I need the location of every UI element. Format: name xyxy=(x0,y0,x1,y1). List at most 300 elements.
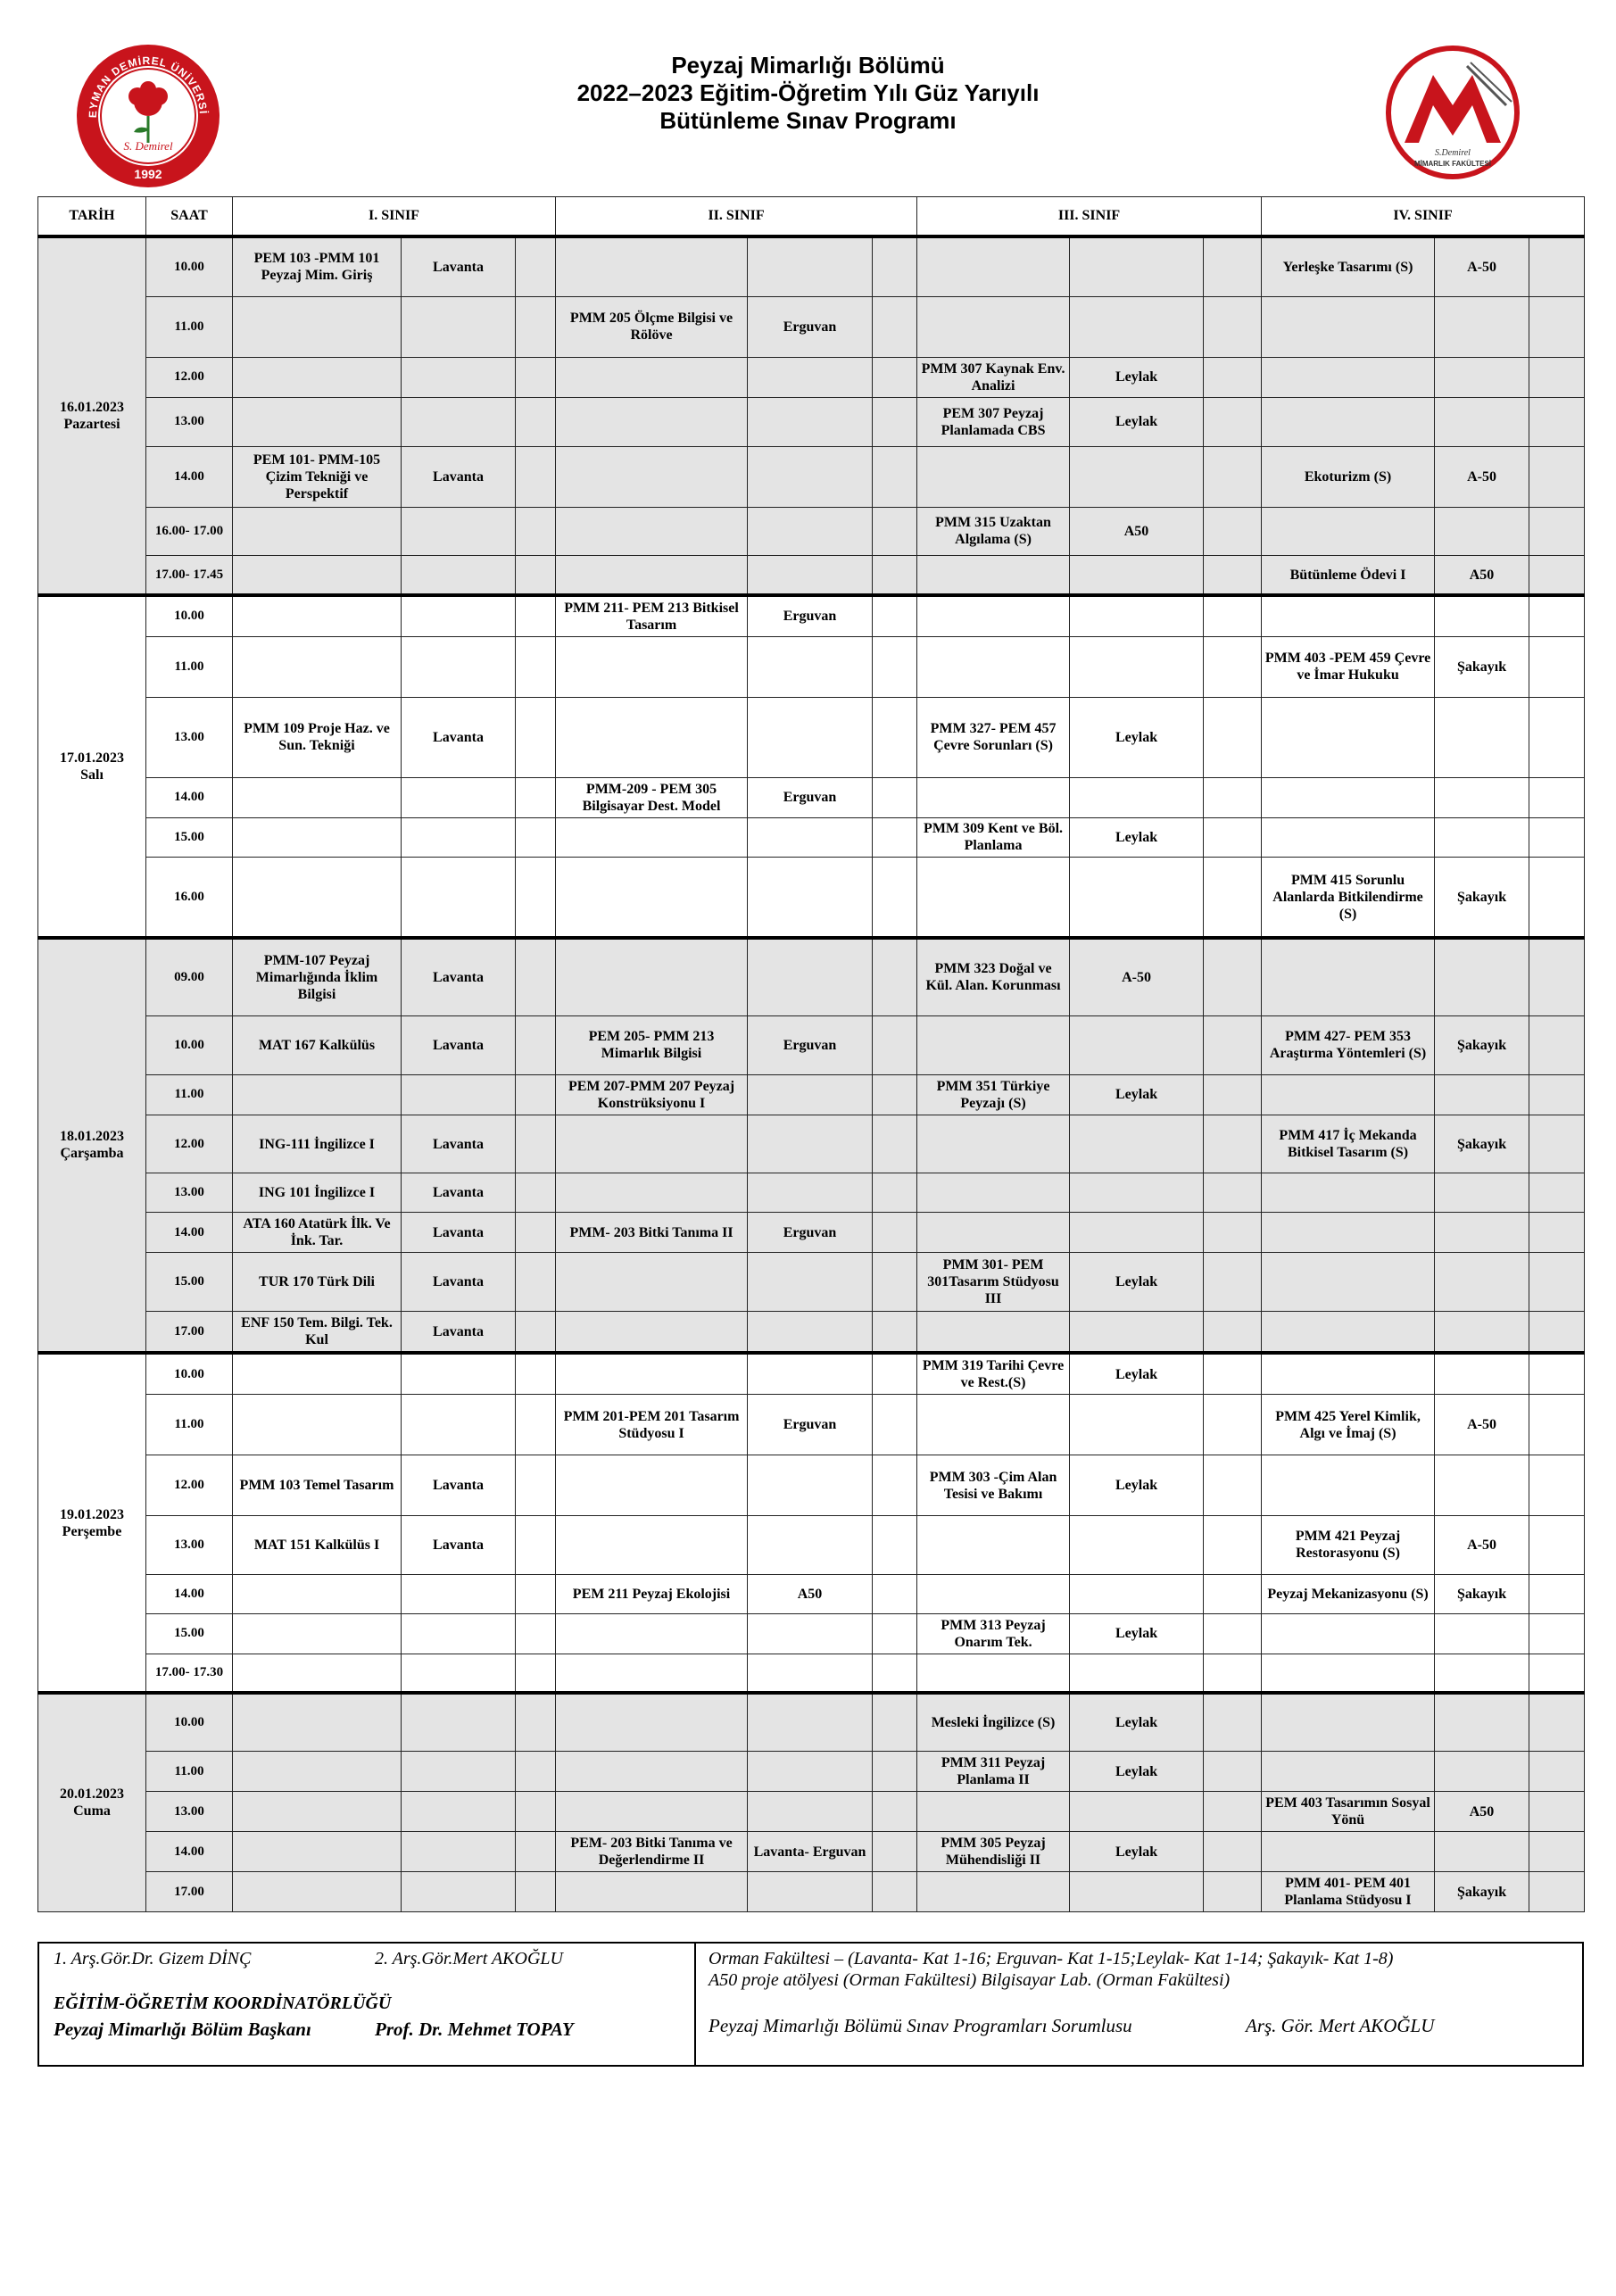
course-cell-class-2 xyxy=(556,1173,748,1213)
room-cell-class-1 xyxy=(402,1693,516,1752)
course-cell-class-1 xyxy=(233,397,402,446)
room-cell-class-2 xyxy=(748,1654,873,1693)
room-cell-class-2: Erguvan xyxy=(748,1395,873,1455)
course-cell-class-4 xyxy=(1262,817,1435,858)
course-cell-class-1: MAT 167 Kalkülüs xyxy=(233,1016,402,1075)
extra-cell-class-1 xyxy=(516,1455,556,1516)
course-cell-class-3: PMM 315 Uzaktan Algılama (S) xyxy=(917,507,1070,556)
room-cell-class-1 xyxy=(402,1574,516,1613)
time-cell: 17.00- 17.45 xyxy=(146,556,233,595)
table-row xyxy=(38,1395,1585,1455)
room-cell-class-4 xyxy=(1435,1832,1529,1872)
room-cell-class-1 xyxy=(402,1752,516,1792)
room-cell-class-1 xyxy=(402,1792,516,1832)
room-cell-class-3 xyxy=(1070,777,1204,817)
extra-cell-class-3 xyxy=(1204,1574,1262,1613)
course-cell-class-3 xyxy=(917,858,1070,938)
course-cell-class-4 xyxy=(1262,1353,1435,1395)
extra-cell-class-4 xyxy=(1529,777,1585,817)
course-cell-class-3 xyxy=(917,1395,1070,1455)
time-cell: 12.00 xyxy=(146,357,233,397)
extra-cell-class-1 xyxy=(516,1516,556,1575)
extra-cell-class-4 xyxy=(1529,1516,1585,1575)
course-cell-class-1: PEM 103 -PMM 101 Peyzaj Mim. Giriş xyxy=(233,236,402,297)
room-cell-class-4: Şakayık xyxy=(1435,858,1529,938)
room-cell-class-4 xyxy=(1435,1455,1529,1516)
room-cell-class-3: Leylak xyxy=(1070,397,1204,446)
day-date: 16.01.2023 xyxy=(60,399,124,415)
course-cell-class-2 xyxy=(556,1872,748,1912)
extra-cell-class-2 xyxy=(873,1516,917,1575)
course-cell-class-2 xyxy=(556,817,748,858)
extra-cell-class-2 xyxy=(873,1395,917,1455)
room-cell-class-2 xyxy=(748,1455,873,1516)
day-name: Çarşamba xyxy=(60,1146,124,1162)
room-cell-class-1: Lavanta xyxy=(402,1253,516,1312)
day-cell xyxy=(38,1693,146,1912)
extra-cell-class-4 xyxy=(1529,1353,1585,1395)
course-cell-class-4 xyxy=(1262,357,1435,397)
course-cell-class-1 xyxy=(233,777,402,817)
room-cell-class-3 xyxy=(1070,595,1204,637)
room-cell-class-4 xyxy=(1435,938,1529,1016)
course-cell-class-1 xyxy=(233,1872,402,1912)
table-row xyxy=(38,1074,1585,1115)
room-cell-class-2 xyxy=(748,507,873,556)
extra-cell-class-4 xyxy=(1529,1115,1585,1173)
room-cell-class-4 xyxy=(1435,1353,1529,1395)
course-cell-class-1: ATA 160 Atatürk İlk. Ve İnk. Tar. xyxy=(233,1213,402,1253)
time-cell: 17.00- 17.30 xyxy=(146,1654,233,1693)
extra-cell-class-2 xyxy=(873,1693,917,1752)
time-cell: 10.00 xyxy=(146,1016,233,1075)
svg-text:SÜLEYMAN DEMİREL ÜNİVERSİTESİ: EYMAN DEMİREL ÜNİVERSİ xyxy=(86,54,211,119)
room-cell-class-4 xyxy=(1435,697,1529,777)
extra-cell-class-3 xyxy=(1204,236,1262,297)
course-cell-class-4: PMM 427- PEM 353 Araştırma Yöntemleri (S) xyxy=(1262,1016,1435,1075)
extra-cell-class-3 xyxy=(1204,595,1262,637)
room-cell-class-4 xyxy=(1435,1311,1529,1353)
course-cell-class-1 xyxy=(233,817,402,858)
extra-cell-class-2 xyxy=(873,1832,917,1872)
extra-cell-class-3 xyxy=(1204,1613,1262,1654)
extra-cell-class-1 xyxy=(516,1872,556,1912)
day-cell xyxy=(38,1353,146,1693)
course-cell-class-1 xyxy=(233,595,402,637)
day-name: Pazartesi xyxy=(63,416,120,432)
extra-cell-class-2 xyxy=(873,1752,917,1792)
room-cell-class-2: Lavanta- Erguvan xyxy=(748,1832,873,1872)
course-cell-class-3 xyxy=(917,1792,1070,1832)
table-row xyxy=(38,446,1585,507)
extra-cell-class-4 xyxy=(1529,938,1585,1016)
room-cell-class-3: Leylak xyxy=(1070,1253,1204,1312)
course-cell-class-4 xyxy=(1262,1213,1435,1253)
course-cell-class-4 xyxy=(1262,1752,1435,1792)
course-cell-class-3: PMM 323 Doğal ve Kül. Alan. Korunması xyxy=(917,938,1070,1016)
room-cell-class-3 xyxy=(1070,1311,1204,1353)
course-cell-class-3 xyxy=(917,1516,1070,1575)
extra-cell-class-4 xyxy=(1529,1016,1585,1075)
course-cell-class-4 xyxy=(1262,777,1435,817)
table-row xyxy=(38,1516,1585,1575)
extra-cell-class-1 xyxy=(516,1353,556,1395)
room-cell-class-4: A-50 xyxy=(1435,1395,1529,1455)
time-cell: 17.00 xyxy=(146,1311,233,1353)
room-cell-class-3 xyxy=(1070,1016,1204,1075)
course-cell-class-4: PMM 421 Peyzaj Restorasyonu (S) xyxy=(1262,1516,1435,1575)
course-cell-class-3: PMM 307 Kaynak Env. Analizi xyxy=(917,357,1070,397)
extra-cell-class-3 xyxy=(1204,1693,1262,1752)
room-cell-class-4 xyxy=(1435,1693,1529,1752)
course-cell-class-1 xyxy=(233,357,402,397)
extra-cell-class-3 xyxy=(1204,1752,1262,1792)
course-cell-class-2 xyxy=(556,697,748,777)
extra-cell-class-2 xyxy=(873,817,917,858)
room-cell-class-4: A-50 xyxy=(1435,1516,1529,1575)
course-cell-class-1 xyxy=(233,296,402,357)
extra-cell-class-1 xyxy=(516,1574,556,1613)
course-cell-class-2: PEM 205- PMM 213 Mimarlık Bilgisi xyxy=(556,1016,748,1075)
extra-cell-class-2 xyxy=(873,1173,917,1213)
time-cell: 10.00 xyxy=(146,1693,233,1752)
room-cell-class-1 xyxy=(402,556,516,595)
extra-cell-class-2 xyxy=(873,595,917,637)
time-cell: 10.00 xyxy=(146,1353,233,1395)
room-cell-class-4 xyxy=(1435,1752,1529,1792)
day-date: 20.01.2023 xyxy=(60,1786,124,1803)
extra-cell-class-3 xyxy=(1204,1173,1262,1213)
course-cell-class-2 xyxy=(556,1792,748,1832)
room-cell-class-1 xyxy=(402,777,516,817)
room-cell-class-1 xyxy=(402,357,516,397)
extra-cell-class-2 xyxy=(873,1613,917,1654)
extra-cell-class-4 xyxy=(1529,446,1585,507)
course-cell-class-2 xyxy=(556,446,748,507)
table-row xyxy=(38,1872,1585,1912)
course-cell-class-3 xyxy=(917,595,1070,637)
room-cell-class-2 xyxy=(748,397,873,446)
room-cell-class-2 xyxy=(748,636,873,697)
extra-cell-class-4 xyxy=(1529,636,1585,697)
extra-cell-class-4 xyxy=(1529,817,1585,858)
course-cell-class-4 xyxy=(1262,1311,1435,1353)
extra-cell-class-3 xyxy=(1204,1516,1262,1575)
time-cell: 15.00 xyxy=(146,817,233,858)
course-cell-class-4 xyxy=(1262,1455,1435,1516)
day-name: Cuma xyxy=(73,1803,111,1819)
course-cell-class-1: PMM 109 Proje Haz. ve Sun. Tekniği xyxy=(233,697,402,777)
extra-cell-class-2 xyxy=(873,697,917,777)
course-cell-class-1 xyxy=(233,1353,402,1395)
course-cell-class-1 xyxy=(233,556,402,595)
time-cell: 13.00 xyxy=(146,397,233,446)
extra-cell-class-4 xyxy=(1529,1654,1585,1693)
course-cell-class-3: PMM 351 Türkiye Peyzajı (S) xyxy=(917,1074,1070,1115)
table-row xyxy=(38,858,1585,938)
extra-cell-class-2 xyxy=(873,1074,917,1115)
course-cell-class-1 xyxy=(233,858,402,938)
room-cell-class-2 xyxy=(748,357,873,397)
extra-cell-class-3 xyxy=(1204,636,1262,697)
extra-cell-class-1 xyxy=(516,507,556,556)
time-cell: 11.00 xyxy=(146,636,233,697)
svg-text:1992: 1992 xyxy=(134,167,162,181)
room-cell-class-1 xyxy=(402,1654,516,1693)
extra-cell-class-3 xyxy=(1204,1455,1262,1516)
course-cell-class-4: PEM 403 Tasarımın Sosyal Yönü xyxy=(1262,1792,1435,1832)
course-cell-class-4 xyxy=(1262,697,1435,777)
extra-cell-class-1 xyxy=(516,1213,556,1253)
course-cell-class-3: Mesleki İngilizce (S) xyxy=(917,1693,1070,1752)
extra-cell-class-4 xyxy=(1529,507,1585,556)
course-cell-class-4 xyxy=(1262,1693,1435,1752)
extra-cell-class-2 xyxy=(873,1872,917,1912)
course-cell-class-1 xyxy=(233,1654,402,1693)
room-cell-class-3 xyxy=(1070,1395,1204,1455)
room-cell-class-4 xyxy=(1435,1074,1529,1115)
course-cell-class-4: Ekoturizm (S) xyxy=(1262,446,1435,507)
footer-responsible-name: Arş. Gör. Mert AKOĞLU xyxy=(1246,2015,1435,2036)
extra-cell-class-3 xyxy=(1204,1353,1262,1395)
table-row xyxy=(38,1455,1585,1516)
room-cell-class-3 xyxy=(1070,296,1204,357)
room-cell-class-4 xyxy=(1435,397,1529,446)
room-cell-class-4 xyxy=(1435,817,1529,858)
room-cell-class-2 xyxy=(748,1752,873,1792)
table-row xyxy=(38,507,1585,556)
time-cell: 10.00 xyxy=(146,236,233,297)
table-row xyxy=(38,1253,1585,1312)
footer-head-name: Prof. Dr. Mehmet TOPAY xyxy=(375,2018,574,2040)
time-cell: 14.00 xyxy=(146,446,233,507)
course-cell-class-1: PMM 103 Temel Tasarım xyxy=(233,1455,402,1516)
page-title xyxy=(0,52,1616,135)
course-cell-class-2 xyxy=(556,1311,748,1353)
extra-cell-class-3 xyxy=(1204,1213,1262,1253)
room-cell-class-3 xyxy=(1070,1115,1204,1173)
course-cell-class-4 xyxy=(1262,1074,1435,1115)
extra-cell-class-3 xyxy=(1204,446,1262,507)
course-cell-class-4 xyxy=(1262,1173,1435,1213)
exam-schedule-table xyxy=(37,196,1585,1912)
course-cell-class-3: PMM 319 Tarihi Çevre ve Rest.(S) xyxy=(917,1353,1070,1395)
extra-cell-class-2 xyxy=(873,636,917,697)
room-cell-class-4 xyxy=(1435,1613,1529,1654)
extra-cell-class-3 xyxy=(1204,697,1262,777)
room-cell-class-1: Lavanta xyxy=(402,1115,516,1173)
extra-cell-class-1 xyxy=(516,1693,556,1752)
extra-cell-class-3 xyxy=(1204,938,1262,1016)
extra-cell-class-3 xyxy=(1204,1016,1262,1075)
extra-cell-class-3 xyxy=(1204,556,1262,595)
course-cell-class-4 xyxy=(1262,938,1435,1016)
svg-text:S.Demirel: S.Demirel xyxy=(1435,148,1471,158)
course-cell-class-4: PMM 401- PEM 401 Planlama Stüdyosu I xyxy=(1262,1872,1435,1912)
extra-cell-class-2 xyxy=(873,1253,917,1312)
time-cell: 13.00 xyxy=(146,1516,233,1575)
room-cell-class-1 xyxy=(402,817,516,858)
room-cell-class-3: Leylak xyxy=(1070,1074,1204,1115)
room-cell-class-3: A50 xyxy=(1070,507,1204,556)
extra-cell-class-4 xyxy=(1529,595,1585,637)
extra-cell-class-2 xyxy=(873,1115,917,1173)
extra-cell-class-2 xyxy=(873,357,917,397)
course-cell-class-1 xyxy=(233,1395,402,1455)
extra-cell-class-1 xyxy=(516,1792,556,1832)
course-cell-class-2: PMM 205 Ölçme Bilgisi ve Rölöve xyxy=(556,296,748,357)
course-cell-class-2 xyxy=(556,1353,748,1395)
room-cell-class-2 xyxy=(748,1693,873,1752)
extra-cell-class-4 xyxy=(1529,1074,1585,1115)
course-cell-class-4 xyxy=(1262,1613,1435,1654)
table-row xyxy=(38,636,1585,697)
header-class-4: IV. SINIF xyxy=(1262,197,1585,236)
room-cell-class-1 xyxy=(402,1353,516,1395)
table-row xyxy=(38,1353,1585,1395)
course-cell-class-2 xyxy=(556,556,748,595)
room-cell-class-1: Lavanta xyxy=(402,697,516,777)
course-cell-class-4: PMM 417 İç Mekanda Bitkisel Tasarım (S) xyxy=(1262,1115,1435,1173)
room-cell-class-2 xyxy=(748,1872,873,1912)
room-cell-class-2 xyxy=(748,697,873,777)
extra-cell-class-2 xyxy=(873,1311,917,1353)
extra-cell-class-1 xyxy=(516,446,556,507)
course-cell-class-2: PMM 201-PEM 201 Tasarım Stüdyosu I xyxy=(556,1395,748,1455)
course-cell-class-4 xyxy=(1262,397,1435,446)
room-cell-class-4: A50 xyxy=(1435,556,1529,595)
room-cell-class-2 xyxy=(748,1792,873,1832)
extra-cell-class-3 xyxy=(1204,1832,1262,1872)
room-cell-class-2: Erguvan xyxy=(748,296,873,357)
room-cell-class-1 xyxy=(402,507,516,556)
course-cell-class-4 xyxy=(1262,1832,1435,1872)
extra-cell-class-2 xyxy=(873,1213,917,1253)
course-cell-class-3: PMM 301- PEM 301Tasarım Stüdyosu III xyxy=(917,1253,1070,1312)
extra-cell-class-4 xyxy=(1529,1311,1585,1353)
room-cell-class-3: Leylak xyxy=(1070,1455,1204,1516)
extra-cell-class-2 xyxy=(873,777,917,817)
extra-cell-class-4 xyxy=(1529,697,1585,777)
time-cell: 14.00 xyxy=(146,1574,233,1613)
course-cell-class-2 xyxy=(556,507,748,556)
room-cell-class-3 xyxy=(1070,1792,1204,1832)
time-cell: 17.00 xyxy=(146,1872,233,1912)
room-cell-class-1 xyxy=(402,296,516,357)
time-cell: 11.00 xyxy=(146,1074,233,1115)
extra-cell-class-3 xyxy=(1204,1074,1262,1115)
room-cell-class-3: Leylak xyxy=(1070,817,1204,858)
table-row xyxy=(38,1693,1585,1752)
extra-cell-class-1 xyxy=(516,697,556,777)
table-row xyxy=(38,938,1585,1016)
course-cell-class-2 xyxy=(556,938,748,1016)
course-cell-class-2: PMM- 203 Bitki Tanıma II xyxy=(556,1213,748,1253)
course-cell-class-1 xyxy=(233,1574,402,1613)
room-cell-class-2 xyxy=(748,236,873,297)
extra-cell-class-4 xyxy=(1529,1613,1585,1654)
time-cell: 13.00 xyxy=(146,1792,233,1832)
course-cell-class-2 xyxy=(556,236,748,297)
extra-cell-class-3 xyxy=(1204,296,1262,357)
extra-cell-class-4 xyxy=(1529,236,1585,297)
extra-cell-class-2 xyxy=(873,1016,917,1075)
extra-cell-class-3 xyxy=(1204,1792,1262,1832)
room-cell-class-3 xyxy=(1070,446,1204,507)
course-cell-class-2: PEM 211 Peyzaj Ekolojisi xyxy=(556,1574,748,1613)
room-cell-class-1: Lavanta xyxy=(402,1173,516,1213)
room-cell-class-2 xyxy=(748,1115,873,1173)
footer-lab-note: A50 proje atölyesi (Orman Fakültesi) Bilgisayar Lab. (Orman Fakültesi) xyxy=(709,1970,1231,1990)
course-cell-class-4 xyxy=(1262,1654,1435,1693)
course-cell-class-3: PMM 305 Peyzaj Mühendisliği II xyxy=(917,1832,1070,1872)
room-cell-class-1 xyxy=(402,1832,516,1872)
room-cell-class-2 xyxy=(748,556,873,595)
header-class-1: I. SINIF xyxy=(233,197,556,236)
extra-cell-class-1 xyxy=(516,1311,556,1353)
extra-cell-class-1 xyxy=(516,1613,556,1654)
table-row xyxy=(38,777,1585,817)
extra-cell-class-3 xyxy=(1204,507,1262,556)
room-cell-class-2: Erguvan xyxy=(748,595,873,637)
room-cell-class-2: A50 xyxy=(748,1574,873,1613)
room-cell-class-3: Leylak xyxy=(1070,1613,1204,1654)
course-cell-class-3 xyxy=(917,556,1070,595)
table-row xyxy=(38,1752,1585,1792)
course-cell-class-4: Yerleşke Tasarımı (S) xyxy=(1262,236,1435,297)
course-cell-class-3 xyxy=(917,296,1070,357)
room-cell-class-4 xyxy=(1435,296,1529,357)
course-cell-class-4 xyxy=(1262,507,1435,556)
course-cell-class-1: ENF 150 Tem. Bilgi. Tek. Kul xyxy=(233,1311,402,1353)
extra-cell-class-4 xyxy=(1529,1395,1585,1455)
table-row xyxy=(38,817,1585,858)
extra-cell-class-4 xyxy=(1529,397,1585,446)
extra-cell-class-4 xyxy=(1529,1792,1585,1832)
course-cell-class-1: ING-111 İngilizce I xyxy=(233,1115,402,1173)
day-cell xyxy=(38,595,146,938)
course-cell-class-1 xyxy=(233,1752,402,1792)
extra-cell-class-1 xyxy=(516,817,556,858)
time-cell: 11.00 xyxy=(146,296,233,357)
course-cell-class-3: PMM 311 Peyzaj Planlama II xyxy=(917,1752,1070,1792)
title-program: Bütünleme Sınav Programı xyxy=(659,107,957,134)
header-class-2: II. SINIF xyxy=(556,197,917,236)
extra-cell-class-1 xyxy=(516,595,556,637)
extra-cell-class-2 xyxy=(873,1455,917,1516)
course-cell-class-3: PMM 313 Peyzaj Onarım Tek. xyxy=(917,1613,1070,1654)
room-cell-class-3 xyxy=(1070,556,1204,595)
course-cell-class-2 xyxy=(556,636,748,697)
course-cell-class-3: PEM 307 Peyzaj Planlamada CBS xyxy=(917,397,1070,446)
course-cell-class-1 xyxy=(233,1074,402,1115)
room-cell-class-2 xyxy=(748,1311,873,1353)
title-academic-year: 2022–2023 Eğitim-Öğretim Yılı Güz Yarıyılı xyxy=(576,79,1040,106)
extra-cell-class-1 xyxy=(516,1654,556,1693)
extra-cell-class-1 xyxy=(516,1832,556,1872)
extra-cell-class-1 xyxy=(516,236,556,297)
room-cell-class-3 xyxy=(1070,1574,1204,1613)
course-cell-class-2 xyxy=(556,1654,748,1693)
room-cell-class-3 xyxy=(1070,236,1204,297)
extra-cell-class-4 xyxy=(1529,1752,1585,1792)
course-cell-class-2: PEM- 203 Bitki Tanıma ve Değerlendirme II xyxy=(556,1832,748,1872)
svg-text:MİMARLIK FAKÜLTESİ: MİMARLIK FAKÜLTESİ xyxy=(1413,160,1492,168)
extra-cell-class-1 xyxy=(516,1016,556,1075)
time-cell: 12.00 xyxy=(146,1455,233,1516)
footer-head-title: Peyzaj Mimarlığı Bölüm Başkanı xyxy=(54,2018,311,2040)
extra-cell-class-3 xyxy=(1204,858,1262,938)
